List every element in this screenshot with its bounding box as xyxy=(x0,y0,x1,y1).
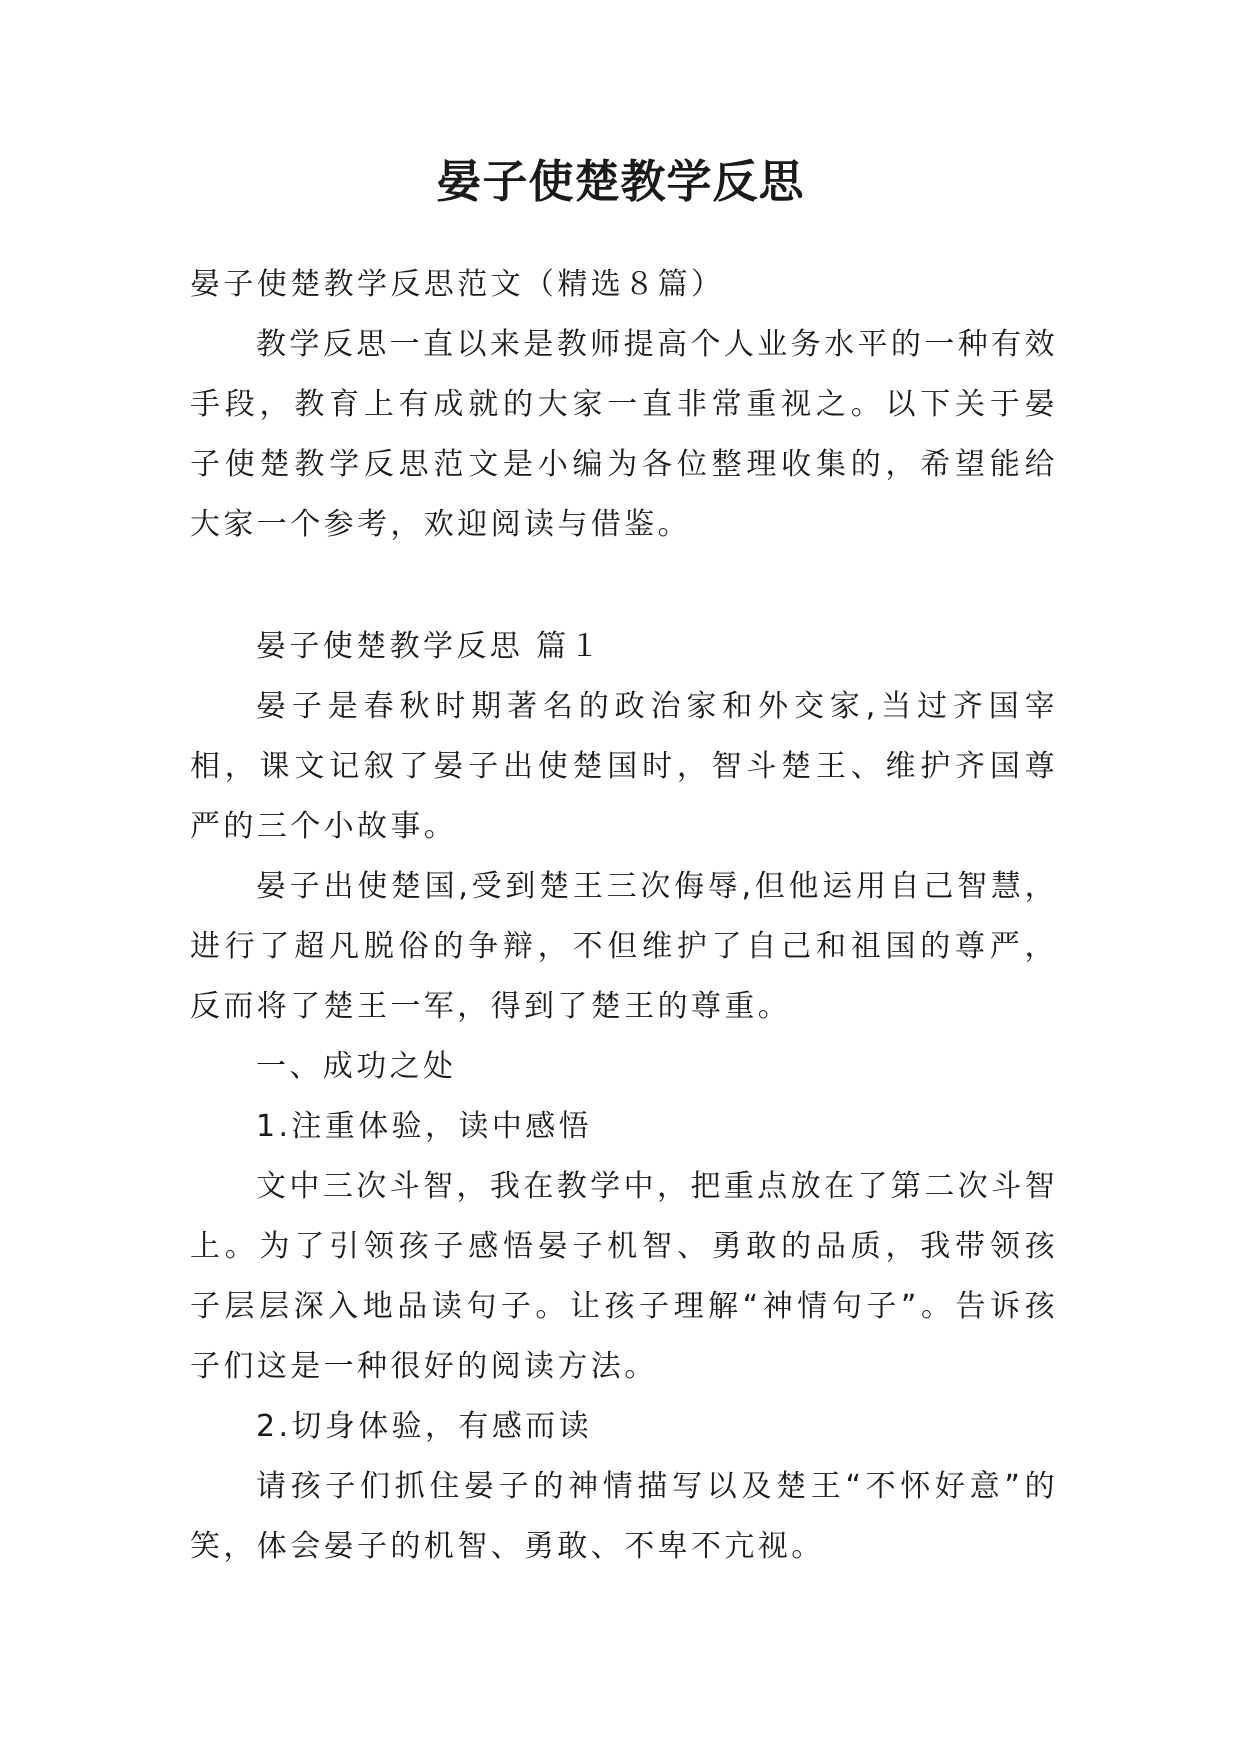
body-paragraph: 晏子出使楚国,受到楚王三次侮辱,但他运用自己智慧，进行了超凡脱俗的争辩，不但维护了自己和祖国的尊严，反而将了楚王一军，得到了楚王的尊重。 xyxy=(190,869,1058,1024)
subheading: 2.切身体验，有感而读 xyxy=(256,1409,593,1444)
document-subtitle: 晏子使楚教学反思范文（精选８篇） xyxy=(190,267,725,302)
subheading: 1.注重体验，读中感悟 xyxy=(256,1109,593,1144)
section-heading: 晏子使楚教学反思 篇１ xyxy=(256,629,603,664)
document-title: 晏子使楚教学反思 xyxy=(436,155,805,208)
body-paragraph: 文中三次斗智，我在教学中，把重点放在了第二次斗智上。为了引领孩子感悟晏子机智、勇敢的品质，我带领孩子层层深入地品读句子。让孩子理解“神情句子”。告诉孩子们这是一种很好的阅读方法。 xyxy=(190,1169,1058,1384)
document-body xyxy=(190,255,1058,1577)
subheading: 一、成功之处 xyxy=(256,1049,457,1084)
body-paragraph: 晏子是春秋时期著名的政治家和外交家,当过齐国宰相，课文记叙了晏子出使楚国时，智斗楚王、维护齐国尊严的三个小故事。 xyxy=(190,689,1058,844)
section-spacer xyxy=(190,555,1058,617)
body-paragraph: 请孩子们抓住晏子的神情描写以及楚王“不怀好意”的笑，体会晏子的机智、勇敢、不卑不亢视。 xyxy=(190,1469,1058,1564)
intro-paragraph: 教学反思一直以来是教师提高个人业务水平的一种有效手段，教育上有成就的大家一直非常重视之。以下关于晏子使楚教学反思范文是小编为各位整理收集的，希望能给大家一个参考，欢迎阅读与借鉴。 xyxy=(190,327,1058,542)
